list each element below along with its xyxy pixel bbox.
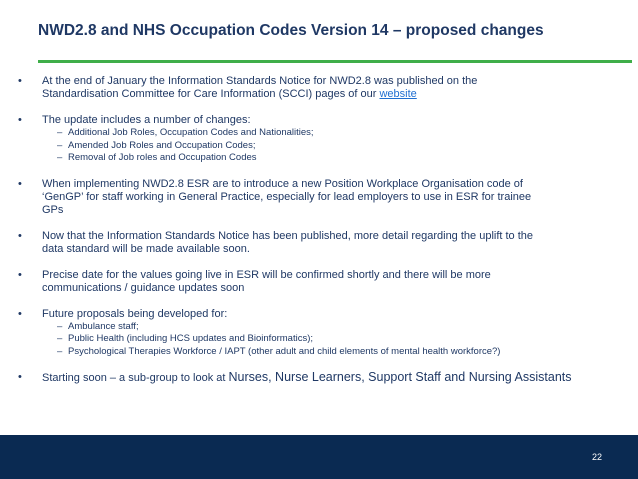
bullet-dot: • <box>18 268 22 281</box>
sub-dash: – <box>57 139 63 151</box>
website-link[interactable]: website <box>379 88 417 100</box>
bullet-3-line-2: ‘GenGP’ for staff working in General Practice, especially for lead employers to use in ESR for trainee <box>42 190 532 203</box>
sub-item-text: Psychological Therapies Workforce / IAPT (other adult and child elements of mental health workforce?) <box>68 345 501 357</box>
bullet-3-line-3: GPs <box>42 203 64 216</box>
sub-item <box>10 140 630 153</box>
sub-item-text: Public Health (including HCS updates and Bioinformatics); <box>68 333 314 344</box>
sub-dash: – <box>57 127 63 138</box>
slide-title: NWD2.8 and NHS Occupation Codes Version 14 – proposed changes <box>38 22 544 39</box>
bullet-6-text: Future proposals being developed for: <box>42 307 228 320</box>
slide-content <box>10 75 630 385</box>
bullet-3-line-1: When implementing NWD2.8 ESR are to introduce a new Position Workplace Organisation code of <box>42 177 523 190</box>
bullet-6 <box>10 308 630 321</box>
sub-dash: – <box>57 152 63 163</box>
bullet-dot: • <box>18 371 22 383</box>
bullet-1-line-2 <box>42 88 630 101</box>
sub-item <box>10 346 630 359</box>
sub-item-text: Ambulance staff; <box>68 320 139 332</box>
sub-item <box>10 127 630 140</box>
bullet-5-line-1: Precise date for the values going live in ESR will be confirmed shortly and there will be more <box>42 268 491 281</box>
bullet-5-line-2: communications / guidance updates soon <box>42 281 245 294</box>
bullet-2 <box>10 114 630 127</box>
bullet-7-line <box>42 371 630 385</box>
sub-dash: – <box>57 320 63 332</box>
bullet-1 <box>10 75 630 101</box>
bullet-7 <box>10 371 630 385</box>
bullet-dot: • <box>18 177 22 190</box>
bullet-dot: • <box>18 114 22 126</box>
sub-item <box>10 321 630 334</box>
footer-bar <box>0 435 638 479</box>
sub-item-text: Removal of Job roles and Occupation Codes <box>68 152 257 163</box>
bullet-2-text: The update includes a number of changes: <box>42 114 251 126</box>
page-number: 22 <box>591 452 602 462</box>
bullet-dot: • <box>18 75 22 87</box>
bullet-4-line-1: Now that the Information Standards Notice has been published, more detail regarding the uplift to the <box>42 229 534 242</box>
bullet-7-text: Starting soon – a sub-group to look at <box>42 372 229 384</box>
sub-item <box>10 333 630 346</box>
bullet-1-line-1: At the end of January the Information Standards Notice for NWD2.8 was published on the <box>42 75 478 87</box>
bullet-4 <box>10 230 630 256</box>
bullet-3 <box>10 178 630 217</box>
bullet-7-emphasis: Nurses, Nurse Learners, Support Staff and Nursing Assistants <box>228 370 572 384</box>
title-divider <box>38 60 632 63</box>
sub-item-text: Amended Job Roles and Occupation Codes; <box>68 139 256 151</box>
bullet-5 <box>10 269 630 295</box>
sub-item <box>10 152 630 165</box>
bullet-dot: • <box>18 307 22 320</box>
sub-dash: – <box>57 333 63 344</box>
bullet-1-text: Standardisation Committee for Care Information (SCCI) pages of our <box>42 88 380 100</box>
bullet-4-line-2: data standard will be made available soon. <box>42 242 250 255</box>
bullet-dot: • <box>18 229 22 242</box>
sub-dash: – <box>57 345 63 357</box>
sub-item-text: Additional Job Roles, Occupation Codes and Nationalities; <box>68 127 314 138</box>
